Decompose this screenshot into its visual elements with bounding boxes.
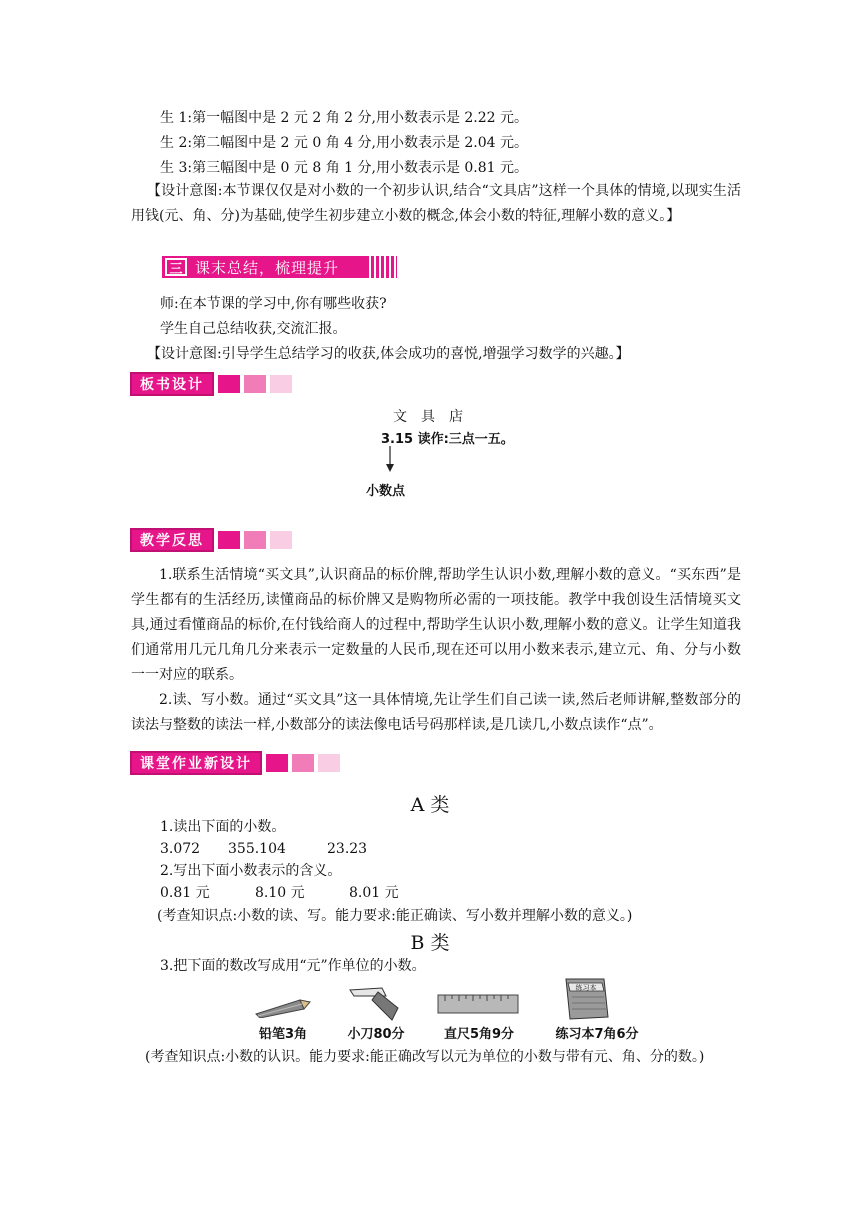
tag-square — [218, 375, 240, 393]
board-design-tag — [130, 372, 292, 396]
tag-label: 板书设计 — [130, 372, 214, 396]
tag-square — [266, 754, 288, 772]
tag-square — [244, 531, 266, 549]
design-intent-1: 【设计意图:本节课仅仅是对小数的一个初步认识,结合“文具店”这样一个具体的情境,以现实生活用钱(元、角、分)为基础,使学生初步建立小数的概念,体会小数的特征,理解小数的意义。】 — [131, 183, 741, 224]
decimal-6: 8.01 元 — [349, 885, 399, 901]
pencil-icon — [254, 996, 312, 1018]
tag-label: 课堂作业新设计 — [130, 751, 262, 775]
tag-label: 教学反思 — [130, 528, 214, 552]
board-line: 3.15 读作:三点一五。 — [381, 432, 514, 447]
category-a-title: A 类 — [410, 794, 450, 816]
item-label-pencil: 铅笔3角 — [258, 1027, 308, 1042]
decimal-4: 0.81 元 — [160, 885, 210, 901]
notebook-icon — [562, 977, 612, 1021]
item-label-knife: 小刀80分 — [347, 1027, 405, 1042]
tag-square — [244, 375, 266, 393]
category-b-note: (考查知识点:小数的认识。能力要求:能正确改写以元为单位的小数与带有元、角、分的数。) — [145, 1049, 705, 1065]
ruler-icon — [437, 994, 519, 1014]
item-label-ruler: 直尺5角9分 — [443, 1027, 515, 1042]
tag-square — [218, 531, 240, 549]
decimal-point-label: 小数点 — [366, 484, 406, 499]
item-label-notebook: 练习本7角6分 — [555, 1027, 639, 1042]
question-2: 2.写出下面小数表示的含义。 — [160, 863, 342, 879]
design-intent-2: 【设计意图:引导学生总结学习的收获,体会成功的喜悦,增强学习数学的兴趣。】 — [147, 346, 630, 362]
question-3: 3.把下面的数改写成用“元”作单位的小数。 — [160, 958, 426, 974]
homework-tag — [130, 751, 340, 775]
student-answer-1: 生 1:第一幅图中是 2 元 2 角 2 分,用小数表示是 2.22 元。 — [160, 110, 529, 126]
notebook-cover-text: 练习本 — [575, 984, 597, 992]
question-1: 1.读出下面的小数。 — [160, 819, 286, 835]
tag-square — [270, 375, 292, 393]
decimal-3: 23.23 — [327, 841, 368, 857]
knife-icon — [348, 986, 406, 1022]
reflection-tag — [130, 528, 292, 552]
arrow-down-icon — [383, 446, 397, 472]
category-a-note: (考查知识点:小数的读、写。能力要求:能正确读、写小数并理解小数的意义。) — [157, 908, 633, 924]
teacher-question: 师:在本节课的学习中,你有哪些收获? — [160, 296, 387, 312]
decimal-1: 3.072 — [160, 841, 201, 857]
reflection-para-2: 2.读、写小数。通过“买文具”这一具体情境,先让学生们自己读一读,然后老师讲解,整数部分的读法与整数的读法一样,小数部分的读法像电话号码那样读,是几读几,小数点读作“点”。 — [131, 692, 741, 733]
student-summary: 学生自己总结收获,交流汇报。 — [160, 321, 347, 337]
tag-square — [292, 754, 314, 772]
tag-square — [318, 754, 340, 772]
reflection-para-1: 1.联系生活情境“买文具”,认识商品的标价牌,帮助学生认识小数,理解小数的意义。“买东西”是学生都有的生活经历,读懂商品的标价牌又是购物所必需的一项技能。教学中我创设生活情境买文具,通过看懂商品的标价,在付钱给商人的过程中,帮助学生认识小数,理解小数的意义。让学生知道我们通常用几元几角几分来表示一定数量的人民币,现在还可以用小数来表示,建立元、角、分与小数一一对应的联系。 — [131, 567, 741, 683]
section-number: 三 — [165, 258, 187, 276]
decimal-5: 8.10 元 — [255, 885, 305, 901]
banner-stripes — [369, 256, 397, 278]
section-3-banner — [162, 256, 397, 278]
category-b-title: B 类 — [410, 932, 450, 954]
decimal-2: 355.104 — [228, 841, 286, 857]
section-title: 课末总结，梳理提升 — [195, 258, 340, 277]
student-answer-2: 生 2:第二幅图中是 2 元 0 角 4 分,用小数表示是 2.04 元。 — [160, 135, 529, 151]
tag-square — [270, 531, 292, 549]
student-answer-3: 生 3:第三幅图中是 0 元 8 角 1 分,用小数表示是 0.81 元。 — [160, 160, 529, 176]
board-title: 文 具 店 — [393, 409, 463, 425]
